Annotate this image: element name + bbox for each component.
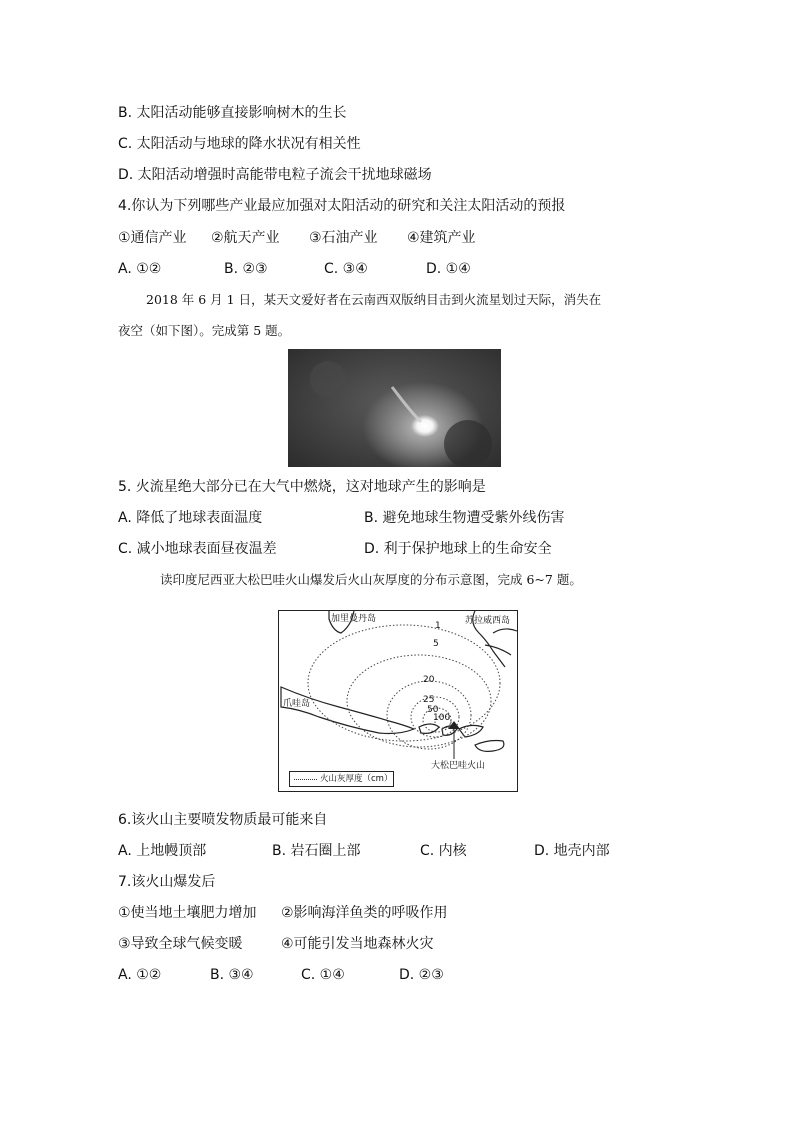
map-legend bbox=[289, 771, 394, 787]
q6-option-c: C. 内核 bbox=[420, 843, 467, 859]
contour-label-5: 5 bbox=[433, 639, 439, 649]
label-sulawesi: 苏拉威西岛 bbox=[465, 616, 511, 626]
flores-coast bbox=[475, 741, 504, 752]
label-java: 爪哇岛 bbox=[283, 699, 311, 709]
label-kalimantan: 加里曼丹岛 bbox=[331, 614, 377, 624]
q4-item-4: ④建筑产业 bbox=[407, 230, 476, 246]
intro-5-line-1: 2018 年 6 月 1 日，某天文爱好者在云南西双版纳目击到火流星划过天际，消失在 bbox=[146, 292, 602, 307]
fireball-trail bbox=[288, 349, 501, 467]
q7-stem: 7.该火山爆发后 bbox=[118, 874, 216, 890]
q5-option-a: A. 降低了地球表面温度 bbox=[118, 510, 263, 526]
volcanic-ash-map bbox=[278, 610, 518, 792]
q7-option-c: C. ①④ bbox=[301, 967, 345, 983]
contour-label-20: 20 bbox=[423, 675, 435, 685]
q4-option-b: B. ②③ bbox=[224, 261, 268, 277]
intro-6-7: 读印度尼西亚大松巴哇火山爆发后火山灰厚度的分布示意图，完成 6~7 题。 bbox=[160, 572, 582, 587]
intro-5-line-2: 夜空（如下图）。完成第 5 题。 bbox=[118, 323, 291, 338]
q4-option-a: A. ①② bbox=[118, 261, 162, 277]
q4-option-d: D. ①④ bbox=[426, 261, 471, 277]
q3-option-b: B. 太阳活动能够直接影响树木的生长 bbox=[118, 105, 347, 121]
q4-item-3: ③石油产业 bbox=[309, 230, 378, 246]
q6-option-a: A. 上地幔顶部 bbox=[118, 843, 207, 859]
q4-item-1: ①通信产业 bbox=[118, 230, 187, 246]
contour-5 bbox=[347, 655, 491, 747]
label-volcano: 大松巴哇火山 bbox=[431, 761, 486, 771]
q4-item-2: ②航天产业 bbox=[211, 230, 280, 246]
q6-stem: 6.该火山主要喷发物质最可能来自 bbox=[118, 812, 328, 828]
q7-item-1: ①使当地土壤肥力增加 bbox=[118, 905, 257, 921]
java-coast bbox=[281, 687, 414, 734]
q4-option-c: C. ③④ bbox=[324, 261, 368, 277]
q6-option-d: D. 地壳内部 bbox=[534, 843, 610, 859]
contour-label-25: 25 bbox=[423, 695, 435, 705]
contour-1 bbox=[308, 625, 500, 741]
q7-option-b: B. ③④ bbox=[210, 967, 254, 983]
legend-dotted-line bbox=[294, 779, 317, 780]
q3-option-d: D. 太阳活动增强时高能带电粒子流会干扰地球磁场 bbox=[118, 167, 432, 183]
q7-option-a: A. ①② bbox=[118, 967, 162, 983]
q7-option-d: D. ②③ bbox=[399, 967, 444, 983]
q5-option-d: D. 利于保护地球上的生命安全 bbox=[364, 541, 552, 557]
q7-item-3: ③导致全球气候变暖 bbox=[118, 936, 243, 952]
q4-stem: 4.你认为下列哪些产业最应加强对太阳活动的研究和关注太阳活动的预报 bbox=[118, 198, 566, 214]
contour-label-100: 100 bbox=[433, 713, 451, 723]
legend-label: 火山灰厚度（cm） bbox=[320, 774, 393, 784]
contour-label-1: 1 bbox=[435, 621, 441, 631]
q6-option-b: B. 岩石圈上部 bbox=[272, 843, 361, 859]
q5-option-b: B. 避免地球生物遭受紫外线伤害 bbox=[364, 510, 565, 526]
fireball-photo bbox=[288, 349, 501, 467]
q5-stem: 5. 火流星绝大部分已在大气中燃烧，这对地球产生的影响是 bbox=[118, 479, 486, 495]
q7-item-4: ④可能引发当地森林火灾 bbox=[281, 936, 434, 952]
q7-item-2: ②影响海洋鱼类的呼吸作用 bbox=[281, 905, 448, 921]
q5-option-c: C. 减小地球表面昼夜温差 bbox=[118, 541, 277, 557]
q3-option-c: C. 太阳活动与地球的降水状况有相关性 bbox=[118, 136, 361, 152]
contour-label-50: 50 bbox=[427, 705, 439, 715]
